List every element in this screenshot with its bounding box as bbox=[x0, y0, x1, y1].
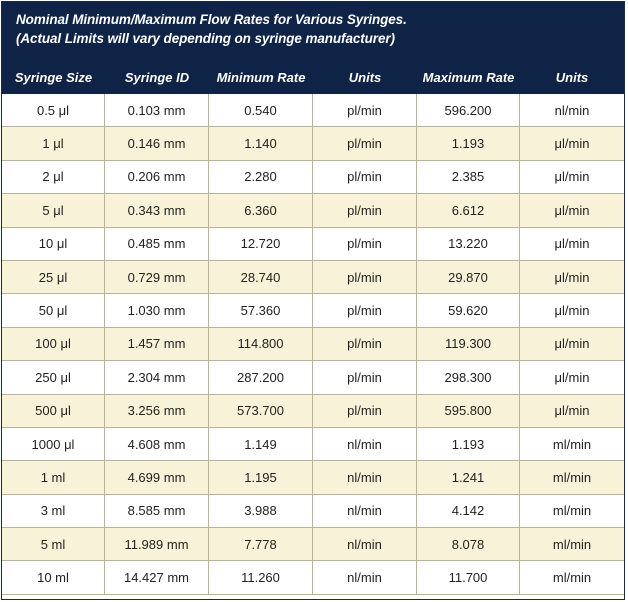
cell-syringe-id: 0.343 mm bbox=[105, 194, 209, 227]
cell-maximum-rate: 2.385 bbox=[417, 161, 520, 194]
cell-min-units: pl/min bbox=[313, 361, 417, 394]
cell-syringe-size: 50 μl bbox=[2, 294, 105, 327]
cell-minimum-rate: 57.360 bbox=[209, 294, 313, 327]
cell-minimum-rate: 6.360 bbox=[209, 194, 313, 227]
cell-minimum-rate: 1.140 bbox=[209, 127, 313, 160]
cell-min-units: pl/min bbox=[313, 328, 417, 361]
cell-syringe-id: 8.585 mm bbox=[105, 495, 209, 528]
cell-max-units: nl/min bbox=[520, 94, 624, 127]
cell-maximum-rate: 595.800 bbox=[417, 395, 520, 428]
cell-syringe-size: 5 μl bbox=[2, 194, 105, 227]
table-row bbox=[2, 461, 624, 494]
table-title-line-1: Nominal Minimum/Maximum Flow Rates for Various Syringes. bbox=[16, 12, 407, 27]
table-row bbox=[2, 94, 624, 127]
cell-max-units: μl/min bbox=[520, 395, 624, 428]
cell-min-units: pl/min bbox=[313, 127, 417, 160]
header-syringe-size: Syringe Size bbox=[14, 70, 93, 85]
cell-syringe-size: 1 ml bbox=[2, 461, 105, 494]
cell-minimum-rate: 28.740 bbox=[209, 261, 313, 294]
cell-minimum-rate: 3.988 bbox=[209, 495, 313, 528]
cell-min-units: nl/min bbox=[313, 428, 417, 461]
cell-min-units: nl/min bbox=[313, 495, 417, 528]
cell-max-units: ml/min bbox=[520, 495, 624, 528]
table-body bbox=[2, 94, 624, 595]
header-maximum-rate: Maximum Rate bbox=[422, 70, 515, 85]
cell-max-units: μl/min bbox=[520, 294, 624, 327]
cell-max-units: μl/min bbox=[520, 361, 624, 394]
cell-syringe-id: 0.729 mm bbox=[105, 261, 209, 294]
header-min-units: Units bbox=[348, 70, 382, 85]
cell-syringe-size: 1000 μl bbox=[2, 428, 105, 461]
cell-syringe-size: 3 ml bbox=[2, 495, 105, 528]
table-row bbox=[2, 161, 624, 194]
cell-minimum-rate: 1.149 bbox=[209, 428, 313, 461]
cell-maximum-rate: 298.300 bbox=[417, 361, 520, 394]
table-title bbox=[2, 2, 624, 61]
table-row bbox=[2, 395, 624, 428]
cell-syringe-size: 250 μl bbox=[2, 361, 105, 394]
cell-maximum-rate: 11.700 bbox=[417, 561, 520, 594]
cell-minimum-rate: 12.720 bbox=[209, 228, 313, 261]
cell-minimum-rate: 114.800 bbox=[209, 328, 313, 361]
cell-syringe-id: 0.146 mm bbox=[105, 127, 209, 160]
table-header-row bbox=[2, 61, 624, 94]
header-max-units: Units bbox=[555, 70, 589, 85]
header-minimum-rate: Minimum Rate bbox=[216, 70, 306, 85]
cell-min-units: nl/min bbox=[313, 528, 417, 561]
cell-min-units: pl/min bbox=[313, 395, 417, 428]
cell-min-units: nl/min bbox=[313, 461, 417, 494]
cell-syringe-id: 1.457 mm bbox=[105, 328, 209, 361]
cell-maximum-rate: 596.200 bbox=[417, 94, 520, 127]
cell-syringe-id: 11.989 mm bbox=[105, 528, 209, 561]
table-row bbox=[2, 561, 624, 594]
cell-max-units: μl/min bbox=[520, 328, 624, 361]
cell-syringe-size: 2 μl bbox=[2, 161, 105, 194]
cell-max-units: μl/min bbox=[520, 261, 624, 294]
cell-maximum-rate: 6.612 bbox=[417, 194, 520, 227]
cell-minimum-rate: 287.200 bbox=[209, 361, 313, 394]
cell-max-units: μl/min bbox=[520, 228, 624, 261]
cell-max-units: μl/min bbox=[520, 161, 624, 194]
table-row bbox=[2, 528, 624, 561]
cell-minimum-rate: 0.540 bbox=[209, 94, 313, 127]
cell-syringe-id: 1.030 mm bbox=[105, 294, 209, 327]
cell-min-units: nl/min bbox=[313, 561, 417, 594]
table-row bbox=[2, 495, 624, 528]
flow-rates-table bbox=[1, 1, 625, 600]
cell-max-units: ml/min bbox=[520, 528, 624, 561]
table-title-line-2: (Actual Limits will vary depending on syringe manufacturer) bbox=[16, 31, 395, 46]
cell-syringe-size: 5 ml bbox=[2, 528, 105, 561]
table-row bbox=[2, 194, 624, 227]
cell-syringe-size: 500 μl bbox=[2, 395, 105, 428]
cell-max-units: ml/min bbox=[520, 461, 624, 494]
table-row bbox=[2, 228, 624, 261]
cell-min-units: pl/min bbox=[313, 94, 417, 127]
cell-min-units: pl/min bbox=[313, 194, 417, 227]
cell-maximum-rate: 4.142 bbox=[417, 495, 520, 528]
cell-syringe-id: 0.485 mm bbox=[105, 228, 209, 261]
cell-syringe-size: 1 μl bbox=[2, 127, 105, 160]
table-row bbox=[2, 328, 624, 361]
cell-max-units: μl/min bbox=[520, 127, 624, 160]
cell-min-units: pl/min bbox=[313, 261, 417, 294]
cell-syringe-id: 4.608 mm bbox=[105, 428, 209, 461]
table-row bbox=[2, 294, 624, 327]
cell-maximum-rate: 29.870 bbox=[417, 261, 520, 294]
cell-min-units: pl/min bbox=[313, 294, 417, 327]
table-row bbox=[2, 361, 624, 394]
cell-syringe-id: 3.256 mm bbox=[105, 395, 209, 428]
cell-minimum-rate: 1.195 bbox=[209, 461, 313, 494]
cell-minimum-rate: 11.260 bbox=[209, 561, 313, 594]
cell-syringe-id: 4.699 mm bbox=[105, 461, 209, 494]
cell-maximum-rate: 1.193 bbox=[417, 428, 520, 461]
cell-maximum-rate: 59.620 bbox=[417, 294, 520, 327]
cell-syringe-size: 0.5 μl bbox=[2, 94, 105, 127]
cell-syringe-size: 10 μl bbox=[2, 228, 105, 261]
cell-min-units: pl/min bbox=[313, 161, 417, 194]
cell-maximum-rate: 13.220 bbox=[417, 228, 520, 261]
cell-min-units: pl/min bbox=[313, 228, 417, 261]
cell-max-units: ml/min bbox=[520, 561, 624, 594]
table-row bbox=[2, 261, 624, 294]
cell-syringe-size: 100 μl bbox=[2, 328, 105, 361]
table-row bbox=[2, 127, 624, 160]
cell-max-units: ml/min bbox=[520, 428, 624, 461]
cell-maximum-rate: 1.241 bbox=[417, 461, 520, 494]
cell-max-units: μl/min bbox=[520, 194, 624, 227]
cell-maximum-rate: 8.078 bbox=[417, 528, 520, 561]
cell-syringe-id: 0.103 mm bbox=[105, 94, 209, 127]
cell-syringe-size: 25 μl bbox=[2, 261, 105, 294]
cell-syringe-size: 10 ml bbox=[2, 561, 105, 594]
cell-syringe-id: 0.206 mm bbox=[105, 161, 209, 194]
cell-syringe-id: 14.427 mm bbox=[105, 561, 209, 594]
table-row bbox=[2, 428, 624, 461]
cell-minimum-rate: 7.778 bbox=[209, 528, 313, 561]
cell-maximum-rate: 119.300 bbox=[417, 328, 520, 361]
cell-syringe-id: 2.304 mm bbox=[105, 361, 209, 394]
cell-minimum-rate: 2.280 bbox=[209, 161, 313, 194]
cell-minimum-rate: 573.700 bbox=[209, 395, 313, 428]
cell-maximum-rate: 1.193 bbox=[417, 127, 520, 160]
header-syringe-id: Syringe ID bbox=[124, 70, 190, 85]
